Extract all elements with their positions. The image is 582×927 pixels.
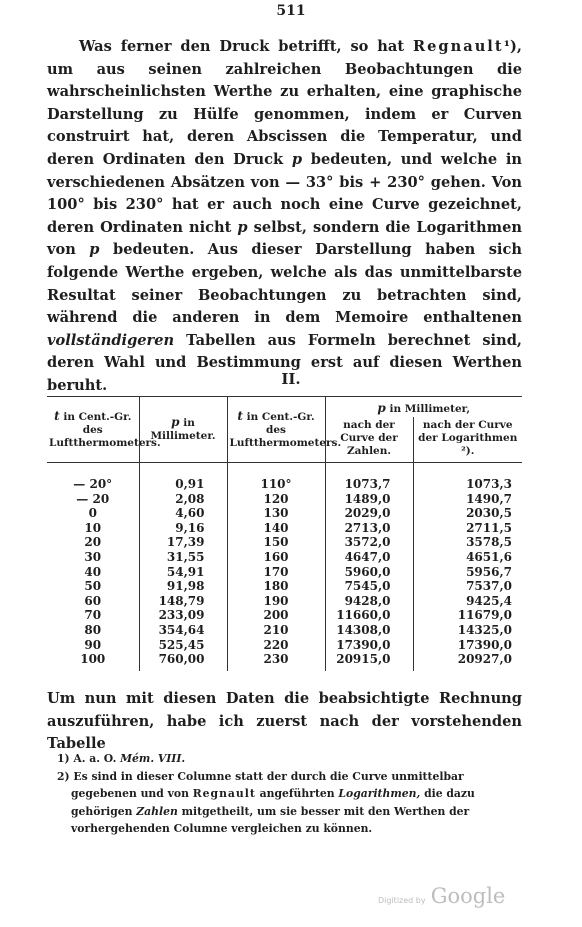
cell-temperature-1: 50	[84, 579, 102, 594]
cell-temperature-2: 230	[227, 652, 325, 671]
cell-temperature-2: 150	[227, 535, 325, 550]
cell-pressure-curve-logarithms: 7537,0	[413, 579, 522, 594]
emphasis-text: vollständigeren	[47, 331, 175, 349]
cell-temperature-1: 60	[84, 593, 102, 608]
cell-pressure-curve-numbers: 1489,0	[325, 492, 413, 507]
cell-pressure-curve-logarithms: 2711,5	[413, 521, 522, 536]
col-header-temperature-1	[47, 397, 161, 463]
footnote-number: 1)	[57, 752, 70, 765]
body-paragraph	[47, 36, 522, 398]
footnote-1	[57, 750, 522, 768]
google-logo: Google	[430, 884, 506, 908]
col-group-header-pressure	[325, 397, 522, 418]
cell-pressure-curve-numbers: 14308,0	[325, 623, 413, 638]
cell-pressure-curve-numbers: 3572,0	[325, 535, 413, 550]
footnote-2	[57, 768, 522, 838]
cell-pressure-curve-logarithms: 14325,0	[413, 623, 522, 638]
emphasis-text: Zahlen	[136, 804, 178, 818]
cell-pressure-curve-numbers: 1073,7	[325, 463, 413, 492]
cell-pressure-curve-numbers: 7545,0	[325, 579, 413, 594]
header-text: in Cent.-Gr. des Luftthermometers.	[229, 410, 342, 449]
cell-temperature-1: 100	[80, 652, 106, 667]
cell-pressure-curve-numbers: 20915,0	[325, 652, 413, 671]
cell-pressure-1: 9,16	[139, 521, 227, 536]
cell-pressure-curve-numbers: 17390,0	[325, 638, 413, 653]
table-row	[47, 638, 522, 653]
cell-temperature-2: 190	[227, 594, 325, 609]
table-row	[47, 463, 522, 492]
cell-temperature-2: 140	[227, 521, 325, 536]
footnote-text: Es sind in dieser Columne statt der durch die Curve unmittelbar gegebenen und von	[71, 769, 464, 800]
col-header-curve-logarithms: nach der Curve der Logarithmen ²).	[413, 417, 522, 463]
cell-temperature-1: 40	[84, 564, 102, 579]
cell-temperature-2: 200	[227, 608, 325, 623]
variable-p: p	[89, 241, 100, 259]
cell-pressure-curve-numbers: 5960,0	[325, 565, 413, 580]
cell-pressure-1: 2,08	[139, 492, 227, 507]
cell-pressure-1: 760,00	[139, 652, 227, 671]
table-body	[47, 463, 522, 671]
cell-pressure-curve-logarithms: 20927,0	[413, 652, 522, 671]
cell-temperature-2: 160	[227, 550, 325, 565]
cell-pressure-curve-numbers: 4647,0	[325, 550, 413, 565]
table-row	[47, 623, 522, 638]
table-row	[47, 652, 522, 671]
header-text: in Millimeter.	[150, 417, 216, 442]
table-row	[47, 550, 522, 565]
footnote-number: 2)	[57, 769, 70, 783]
cell-pressure-curve-numbers: 2029,0	[325, 506, 413, 521]
text-segment: Tabellen aus Formeln berechnet sind, deren Wahl und Bestimmung erst auf diesen Werthen beruht.	[47, 331, 522, 394]
cell-pressure-1: 233,09	[139, 608, 227, 623]
cell-temperature-1: 80	[84, 622, 102, 637]
text-segment: selbst, sondern die Logarithmen von	[47, 218, 522, 259]
cell-temperature-1: — 20°	[73, 477, 113, 491]
cell-pressure-1: 4,60	[139, 506, 227, 521]
footnotes	[57, 750, 522, 838]
footnote-text: die dazu gehörigen	[71, 787, 475, 818]
text-segment: um aus seinen zahlreichen Beobachtungen die wahrscheinlichsten Werthe zu erhalten, eine graphische Darstellung zu Hülfe genommen, indem er Curven construirt hat, deren Abscissen die Temperatur, und deren Ordinaten den Druck	[47, 60, 522, 168]
cell-pressure-1: 54,91	[139, 565, 227, 580]
cell-pressure-1: 91,98	[139, 579, 227, 594]
cell-temperature-2: 180	[227, 579, 325, 594]
cell-pressure-curve-logarithms: 2030,5	[413, 506, 522, 521]
cell-temperature-2: 210	[227, 623, 325, 638]
cell-pressure-curve-logarithms: 9425,4	[413, 594, 522, 609]
continuation-paragraph: Um nun mit diesen Daten die beabsichtigte Rechnung auszuführen, habe ich zuerst nach der vorstehenden Tabelle	[47, 690, 522, 753]
text-segment: bedeuten, und welche in verschiedenen Absätzen von — 33° bis + 230° gehen. Von 100° bis 230° hat er auch noch eine Curve gezeichnet, deren Ordinaten nicht	[47, 150, 522, 236]
cell-pressure-curve-numbers: 11660,0	[325, 608, 413, 623]
cell-pressure-curve-logarithms: 3578,5	[413, 535, 522, 550]
author-name: Regnault	[413, 38, 504, 55]
cell-pressure-curve-numbers: 9428,0	[325, 594, 413, 609]
author-name: Regnault	[192, 787, 256, 800]
col-header-curve-numbers: nach der Curve der Zahlen.	[325, 417, 413, 463]
cell-pressure-1: 148,79	[139, 594, 227, 609]
table-row	[47, 579, 522, 594]
page-number: 511	[276, 3, 306, 19]
cell-temperature-1: 70	[84, 608, 102, 623]
emphasis-text: Logarithmen,	[338, 787, 421, 800]
cell-temperature-1: — 20	[76, 491, 110, 506]
table-row	[47, 608, 522, 623]
variable-p: p	[291, 150, 303, 168]
cell-temperature-1: 0	[88, 506, 97, 521]
cell-temperature-2: 130	[227, 506, 325, 521]
cell-temperature-2: 170	[227, 565, 325, 580]
variable-p: p	[377, 401, 386, 415]
cell-pressure-1: 525,45	[139, 638, 227, 653]
cell-temperature-2: 220	[227, 638, 325, 653]
cell-pressure-curve-logarithms: 5956,7	[413, 565, 522, 580]
header-text: in Cent.-Gr. des Luftthermometers.	[49, 410, 161, 449]
footnote-text: A. a. O.	[73, 752, 117, 765]
footnote-text: angeführten	[259, 787, 335, 800]
cell-pressure-1: 354,64	[139, 623, 227, 638]
table-row	[47, 521, 522, 536]
table-title: II.	[281, 370, 301, 388]
variable-p: p	[237, 218, 248, 236]
vapor-pressure-table	[47, 396, 522, 671]
table-row	[47, 506, 522, 521]
cell-temperature-1: 20	[84, 535, 102, 550]
table-row	[47, 594, 522, 609]
cell-pressure-curve-logarithms: 17390,0	[413, 638, 522, 653]
cell-pressure-curve-logarithms: 1490,7	[413, 492, 522, 507]
footnote-ref: ¹),	[503, 38, 522, 55]
cell-pressure-curve-logarithms: 11679,0	[413, 608, 522, 623]
cell-pressure-1: 0,91	[139, 463, 227, 492]
text-segment: bedeuten. Aus dieser Darstellung haben sich folgende Werthe ergeben, welche als das unmittelbarste Resultat seiner Beobachtungen zu betrachten sind, während die anderen in dem Memoire enthaltenen	[47, 241, 522, 327]
variable-t: t	[54, 408, 60, 423]
table-row	[47, 492, 522, 507]
table-row	[47, 565, 522, 580]
table-row	[47, 535, 522, 550]
digitized-watermark	[378, 884, 505, 908]
cell-pressure-curve-logarithms: 4651,6	[413, 550, 522, 565]
cell-temperature-2: 110°	[227, 463, 325, 492]
col-header-pressure-1	[139, 397, 227, 463]
variable-p: p	[171, 415, 180, 429]
header-text: in Millimeter,	[389, 403, 471, 415]
cell-pressure-1: 17,39	[139, 535, 227, 550]
cell-pressure-curve-numbers: 2713,0	[325, 521, 413, 536]
text-segment: Was ferner den Druck betrifft, so hat	[79, 38, 405, 55]
col-header-temperature-2	[227, 397, 342, 463]
watermark-prefix: Digitized by	[378, 896, 426, 905]
cell-pressure-1: 31,55	[139, 550, 227, 565]
cell-temperature-1: 90	[84, 637, 102, 652]
cell-temperature-2: 120	[227, 492, 325, 507]
cell-temperature-1: 10	[84, 520, 102, 535]
footnote-citation: Mém. VIII.	[120, 752, 186, 765]
footnote-text: mitgetheilt, um sie besser mit den Werthen der vorhergehenden Columne vergleichen zu können.	[71, 804, 470, 835]
variable-t: t	[237, 408, 243, 423]
cell-pressure-curve-logarithms: 1073,3	[413, 463, 522, 492]
cell-temperature-1: 30	[84, 549, 102, 564]
